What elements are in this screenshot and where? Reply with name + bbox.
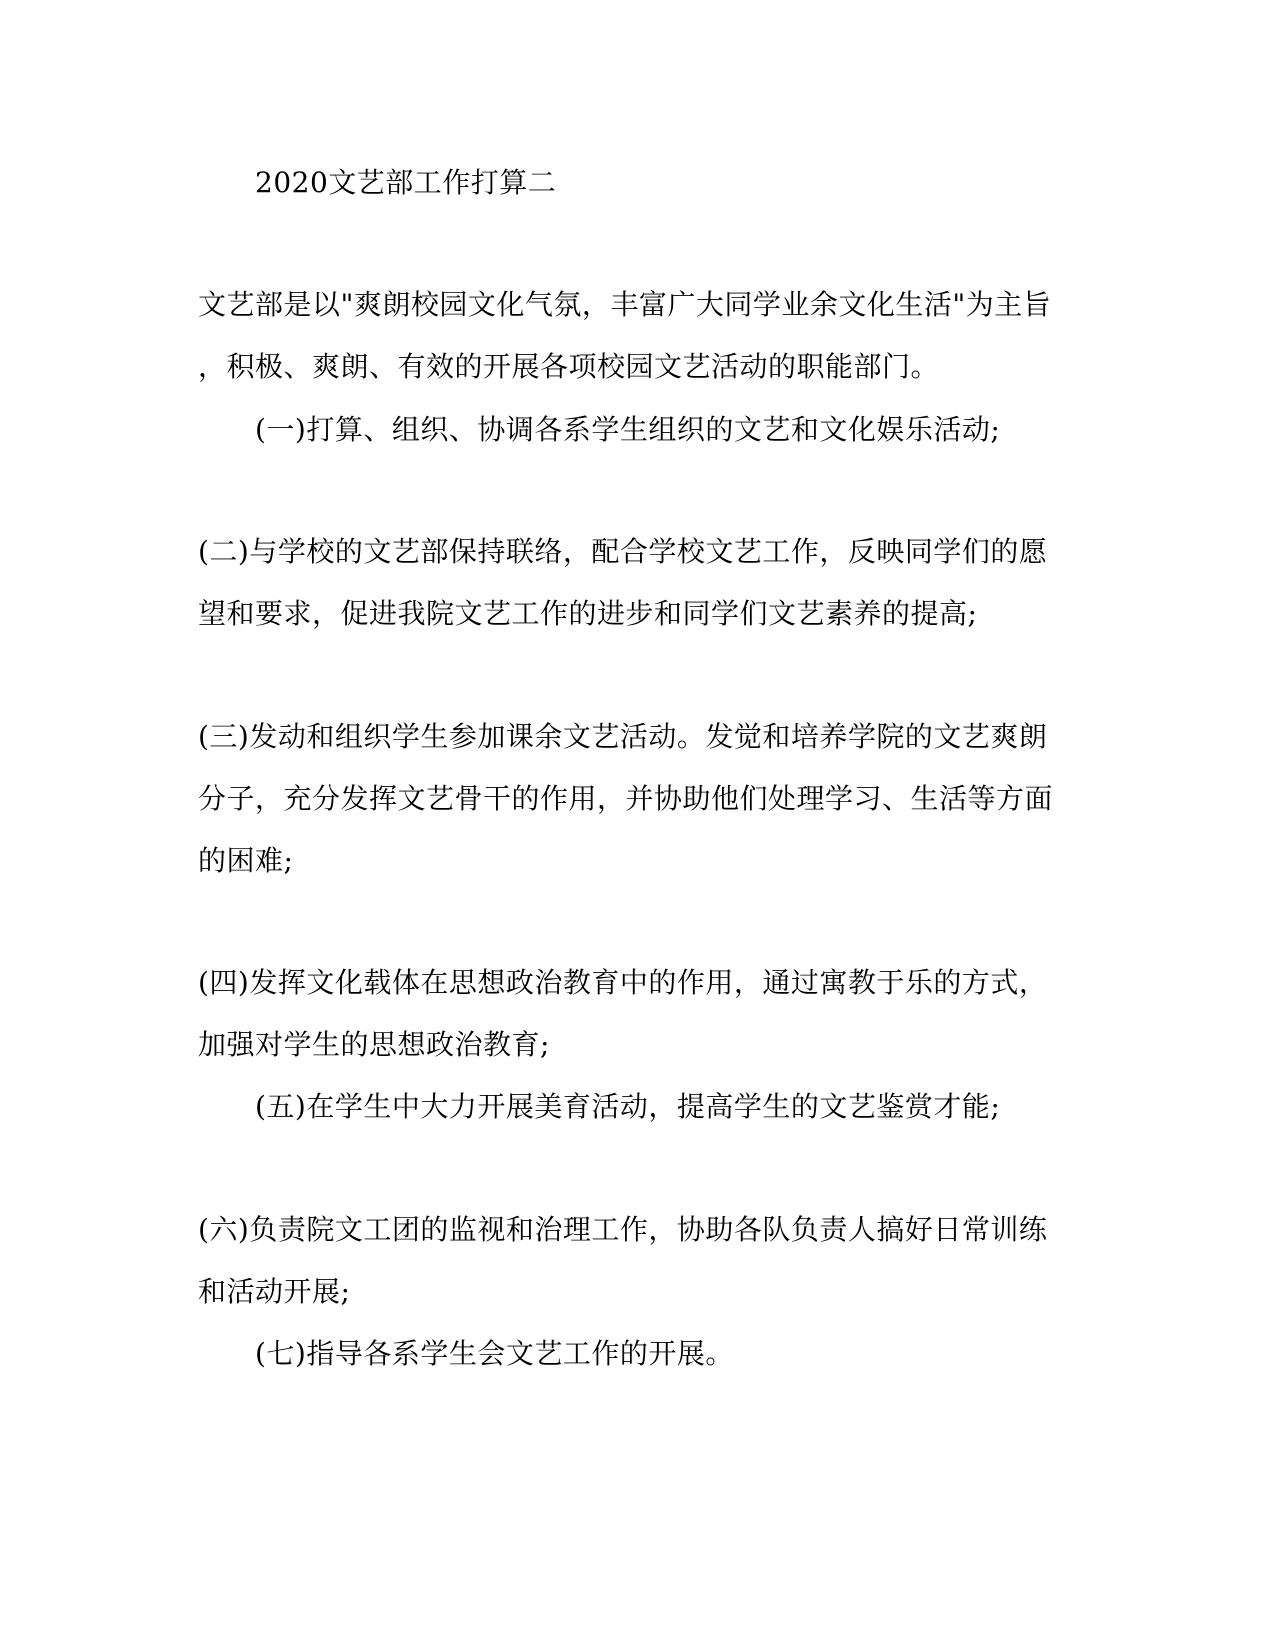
item-4-line-2: 加强对学生的思想政治教育; [198, 1028, 550, 1061]
intro-line-1: 文艺部是以"爽朗校园文化气氛，丰富广大同学业余文化生活"为主旨 [198, 288, 1052, 321]
item-7-line-1: (七)指导各系学生会文艺工作的开展。 [255, 1337, 734, 1370]
item-6-line-2: 和活动开展; [198, 1275, 351, 1308]
item-4-line-1: (四)发挥文化载体在思想政治教育中的作用，通过寓教于乐的方式， [198, 966, 1048, 999]
item-3-line-3: 的困难; [198, 844, 294, 877]
intro-line-2: ，积极、爽朗、有效的开展各项校园文艺活动的职能部门。 [198, 350, 940, 383]
item-1-line-1: (一)打算、组织、协调各系学生组织的文艺和文化娱乐活动; [255, 413, 1001, 446]
item-2-line-2: 望和要求，促进我院文艺工作的进步和同学们文艺素养的提高; [198, 597, 978, 630]
item-2-line-1: (二)与学校的文艺部保持联络，配合学校文艺工作，反映同学们的愿 [198, 535, 1048, 568]
item-5-line-1: (五)在学生中大力开展美育活动，提高学生的文艺鉴赏才能; [255, 1090, 1001, 1123]
item-3-line-2: 分子，充分发挥文艺骨干的作用，并协助他们处理学习、生活等方面 [198, 782, 1054, 815]
page-title: 2020文艺部工作打算二 [255, 166, 557, 199]
item-3-line-1: (三)发动和组织学生参加课余文艺活动。发觉和培养学院的文艺爽朗 [198, 720, 1048, 753]
item-6-line-1: (六)负责院文工团的监视和治理工作，协助各队负责人搞好日常训练 [198, 1213, 1048, 1246]
